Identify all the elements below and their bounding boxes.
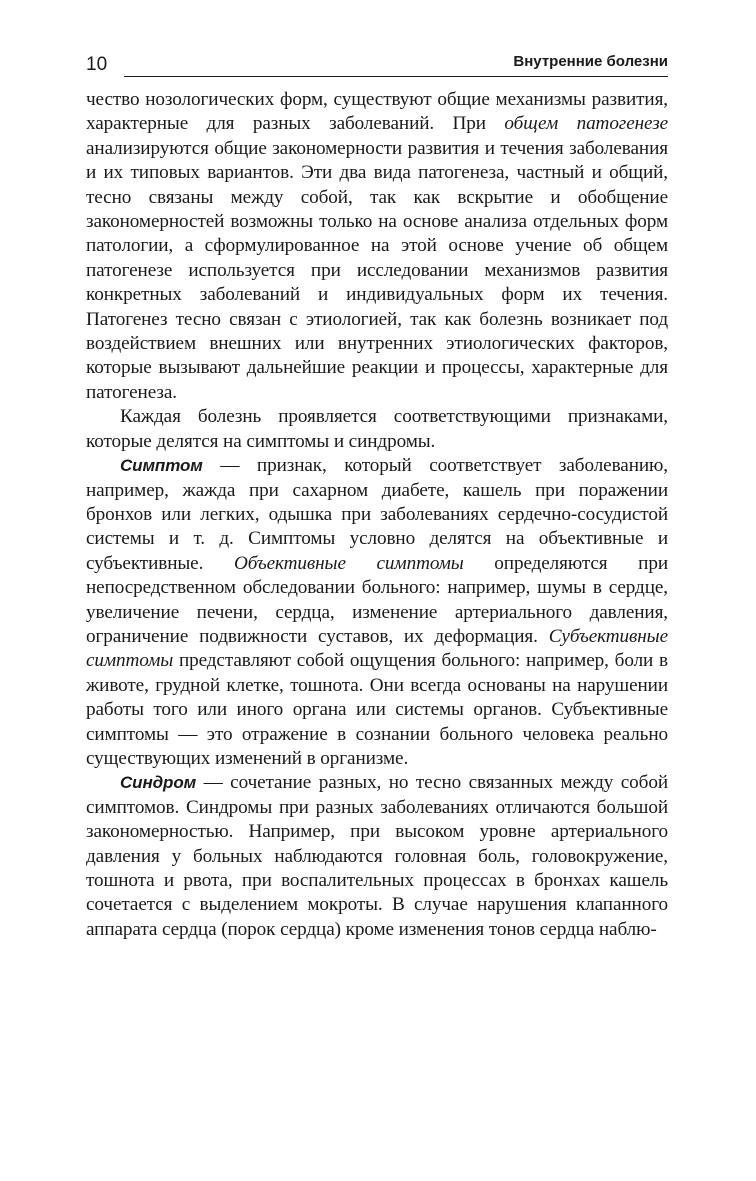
paragraph-text: чество нозологических форм, существуют общие механизмы развития, характерные для разных заболеваний. При — [86, 89, 668, 135]
running-header — [86, 52, 668, 78]
body-text — [86, 88, 668, 942]
page-number: 10 — [86, 54, 108, 75]
header-rule — [124, 76, 668, 77]
emphasis-general-pathogenesis: общем патогенезе — [504, 113, 668, 135]
paragraph-symptom — [86, 454, 668, 771]
paragraph-pathogenesis — [86, 88, 668, 405]
paragraph-text: — признак, который соответствует заболеванию, например, жажда при сахарном диабете, кашель при поражении бронхов или легких, одышка при заболеваниях сердечно-сосудистой системы и т. д. Симптомы условно делятся на объективные и субъективные. — [86, 455, 668, 574]
paragraph-text: представляют собой ощущения больного: например, боли в животе, грудной клетке, тошнота. Они всегда основаны на нарушении работы того или иного органа или системы органов. Субъективные симптомы — это отражение в сознании больного человека реально существующих изменений в организме. — [86, 650, 668, 769]
paragraph-text: Каждая болезнь проявляется соответствующими признаками, которые делятся на симптомы и синдромы. — [86, 406, 668, 452]
emphasis-subjective-symptoms: Субъективные симптомы — [86, 625, 668, 672]
term-symptom: Симптом — [120, 456, 203, 476]
emphasis-objective-symptoms: Объективные симптомы — [233, 552, 464, 574]
paragraph-signs — [86, 405, 668, 454]
paragraph-text: анализируются общие закономерности развития и течения заболевания и их типовых вариантов. Эти два вида патогенеза, частный и общий, тесно связаны между собой, так как вскрытие и обобщение закономерностей возможны только на основе анализа отдельных форм патологии, а сформулированное на этой основе учение об общем патогенезе используется при исследовании механизмов развития конкретных заболеваний и индивидуальных форм их течения. Патогенез тесно связан с этиологией, так как болезнь возникает под воздействием внешних или внутренних этиологических факторов, которые вызывают дальнейшие реакции и процессы, характерные для патогенеза. — [86, 137, 668, 403]
section-title: Внутренние болезни — [513, 53, 668, 70]
paragraph-text: — сочетание разных, но тесно связанных между собой симптомов. Синдромы при разных заболеваниях отличаются большой закономерностью. Например, при высоком уровне артериального давления у больных наблюдаются головная боль, головокружение, тошнота и рвота, при воспалительных процессах в бронхах кашель сочетается с выделением мокроты. В случае нарушения клапанного аппарата сердца (порок сердца) кроме изменения тонов сердца наблю- — [86, 772, 668, 940]
book-page — [86, 52, 668, 942]
paragraph-syndrome — [86, 771, 668, 942]
term-syndrome: Синдром — [120, 773, 197, 793]
paragraph-text: определяются при непосредственном обследовании больного: например, шумы в сердце, увеличение печени, сердца, изменение артериального давления, ограничение подвижности суставов, их деформация. — [86, 552, 669, 647]
